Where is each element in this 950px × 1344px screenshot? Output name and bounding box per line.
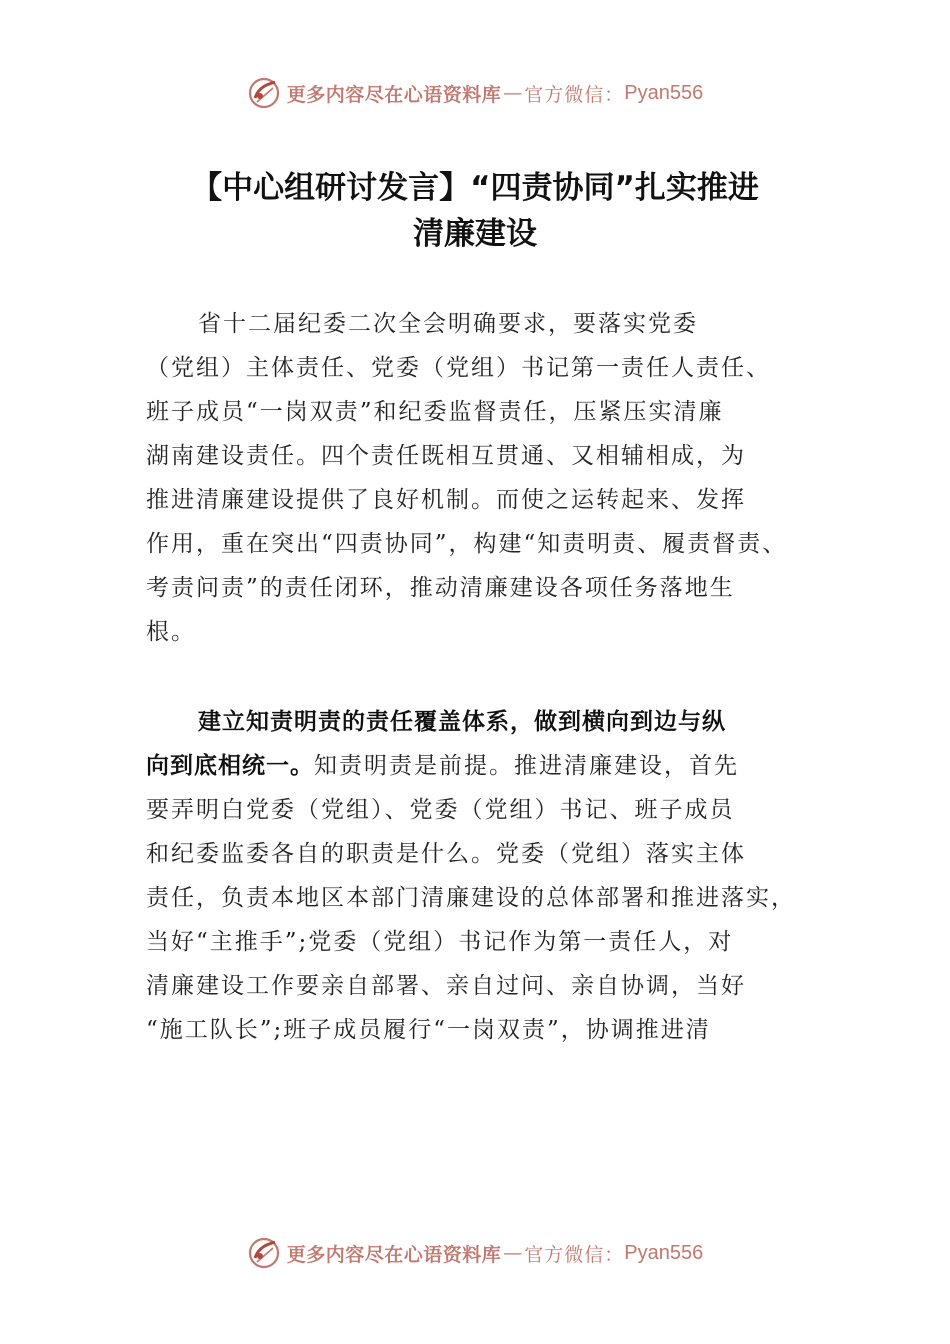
section-heading-end: 向到底相统一。: [146, 753, 314, 779]
footer-watermark: [0, 1233, 950, 1273]
paragraph-line: [146, 744, 816, 788]
section-heading: 建立知责明责的责任覆盖体系，做到横向到边与纵: [198, 709, 726, 735]
paragraph-line: 和纪委监委各自的职责是什么。党委（党组）落实主体: [146, 841, 746, 867]
paragraph-line: 湖南建设责任。四个责任既相互贯通、又相辅相成，为: [146, 443, 746, 469]
watermark-brand-text: 更多内容尽在心语资料库: [286, 83, 502, 106]
paragraph-line: 班子成员“一岗双责”和纪委监督责任，压紧压实清廉: [146, 399, 724, 425]
watermark-label: 官方微信：: [524, 1243, 625, 1266]
paragraph-line: 清廉建设工作要亲自部署、亲自过问、亲自协调，当好: [146, 973, 746, 999]
paragraph-intro: [146, 302, 816, 654]
paragraph-line: （党组）主体责任、党委（党组）书记第一责任人责任、: [146, 355, 771, 381]
watermark-wechat-id: Pyan556: [624, 1241, 704, 1264]
watermark-wechat-id: Pyan556: [624, 81, 704, 104]
brand-logo-icon: [247, 1236, 281, 1270]
paragraph-line: “施工队长”;班子成员履行“一岗双责”，协调推进清: [146, 1017, 711, 1043]
paragraph-line: 要弄明白党委（党组）、党委（党组）书记、班子成员: [146, 797, 735, 823]
watermark-label: 官方微信：: [524, 83, 625, 106]
paragraph-line: 当好“主推手”;党委（党组）书记作为第一责任人，对: [146, 929, 734, 955]
paragraph-line: 省十二届纪委二次全会明确要求，要落实党委: [198, 311, 698, 337]
paragraph-line: 责任，负责本地区本部门清廉建设的总体部署和推进落实，: [146, 885, 796, 911]
paragraph-line: 根。: [146, 619, 196, 645]
brand-logo-icon: [247, 76, 281, 110]
header-watermark: [0, 73, 950, 113]
paragraph-line-rest: 知责明责是前提。推进清廉建设，首先: [314, 753, 739, 779]
watermark-dash: —: [503, 1242, 523, 1264]
paragraph-line: 推进清廉建设提供了良好机制。而使之运转起来、发挥: [146, 487, 746, 513]
title-line: 清廉建设: [413, 216, 537, 252]
title-line: 【中心组研讨发言】“四责协同”扎实推进: [191, 170, 759, 206]
paragraph-section-one: [146, 700, 816, 1052]
document-title: [100, 165, 850, 257]
watermark-brand-text: 更多内容尽在心语资料库: [286, 1243, 502, 1266]
paragraph-line: 作用，重在突出“四责协同”，构建“知责明责、履责督责、: [146, 531, 788, 557]
paragraph-line: 考责问责”的责任闭环，推动清廉建设各项任务落地生: [146, 575, 735, 601]
watermark-dash: —: [503, 82, 523, 104]
